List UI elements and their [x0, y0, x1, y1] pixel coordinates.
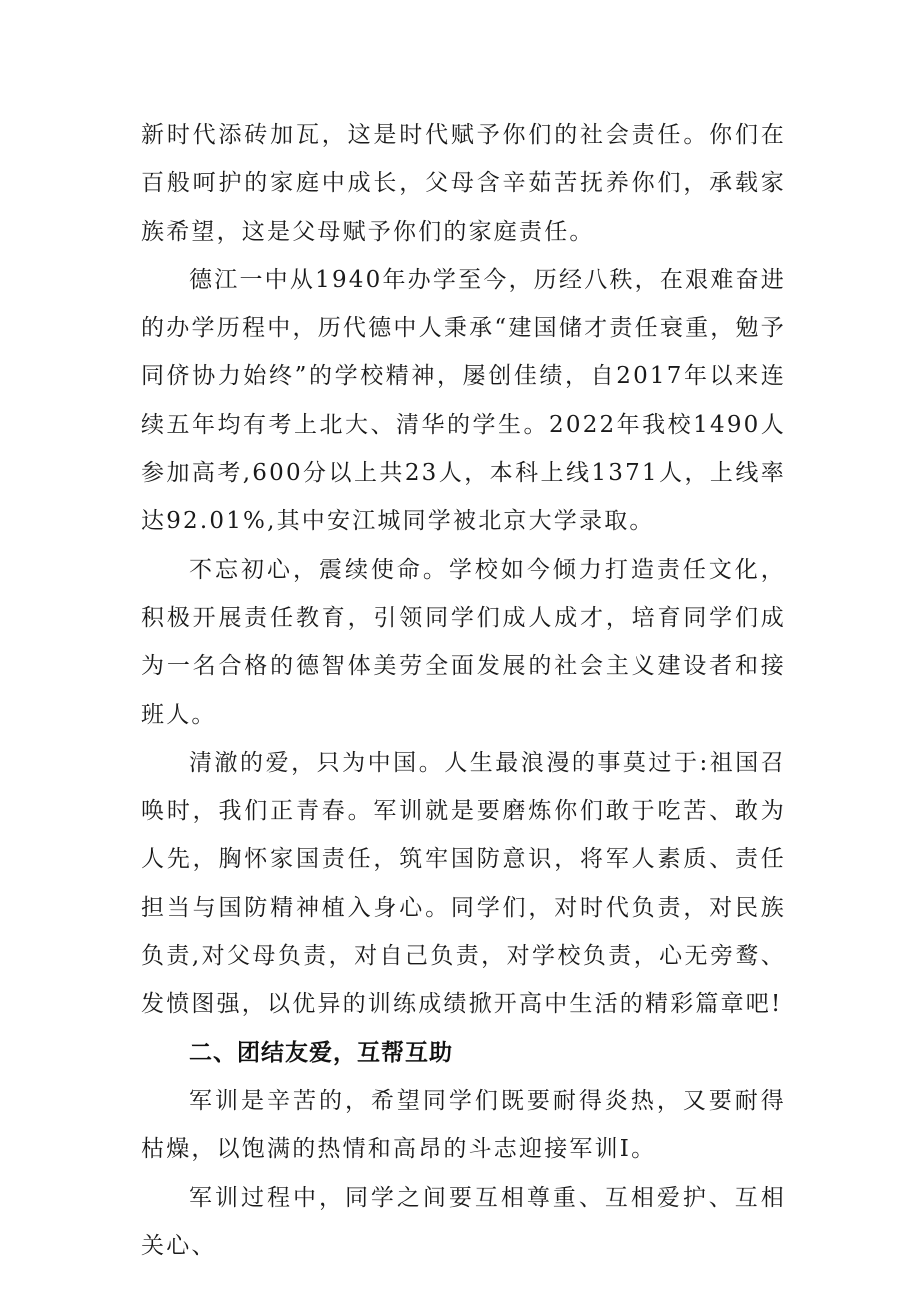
paragraph-mutual-respect: 军训过程中，同学之间要互相尊重、互相爱护、互相关心、 [141, 1184, 786, 1259]
document-body [141, 111, 786, 1270]
paragraph-school-history: 德江一中从1940年办学至今，历经八秩，在艰难奋进的办学历程中，历代德中人秉承“建国储才责任衰重，勉予同侪协力始终”的学校精神，屡创佳绩，自2017年以来连续五年均有考上北大、清华的学生。2022年我校1490人参加高考,600分以上共23人，本科上线1371人，上线率达92.01%,其中安江城同学被北京大学录取。 [141, 266, 786, 535]
paragraph-military-training: 清澈的爱，只为中国。人生最浪漫的事莫过于:祖国召唤时，我们正青春。军训就是要磨炼你们敢于吃苦、敢为人先，胸怀家国责任，筑牢国防意识，将军人素质、责任担当与国防精神植入身心。同学们，对时代负责，对民族负责,对父母负责，对自己负责，对学校负责，心无旁鹜、发愤图强，以优异的训练成绩掀开高中生活的精彩篇章吧! [141, 749, 786, 1018]
paragraph-continuation: 新时代添砖加瓦，这是时代赋予你们的社会责任。你们在百般呵护的家庭中成长，父母含辛茹苦抚养你们，承载家族希望，这是父母赋予你们的家庭责任。 [141, 122, 786, 245]
paragraph-hardship: 军训是辛苦的，希望同学们既要耐得炎热，又要耐得枯燥，以饱满的热情和高昂的斗志迎接军训I。 [141, 1087, 786, 1163]
paragraph-mission: 不忘初心，震续使命。学校如今倾力打造责任文化，积极开展责任教育，引领同学们成人成才，培育同学们成为一名合格的德智体美劳全面发展的社会主义建设者和接班人。 [141, 556, 786, 728]
section-heading: 二、团结友爱，互帮互助 [189, 1039, 453, 1066]
